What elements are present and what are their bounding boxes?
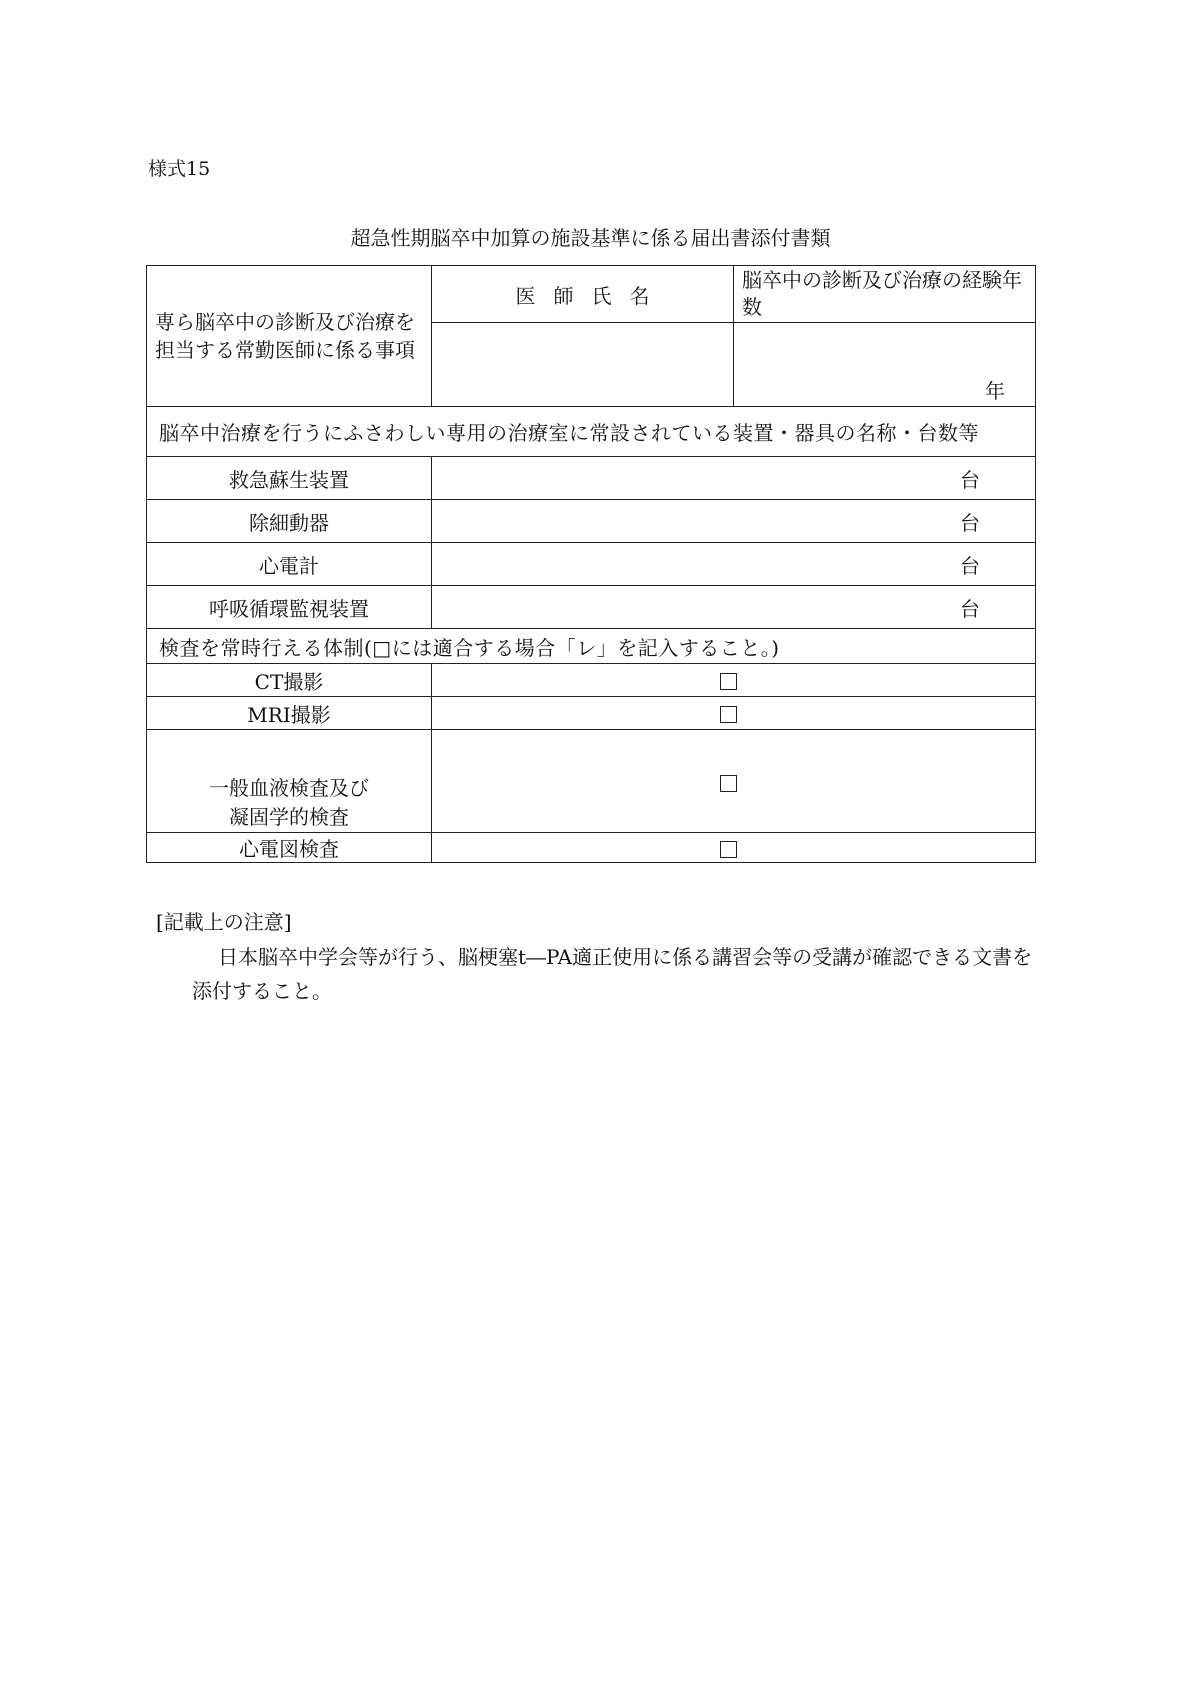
equipment-row bbox=[147, 586, 1036, 629]
application-form-table bbox=[146, 265, 1036, 863]
equipment-label: 救急蘇生装置 bbox=[147, 457, 432, 500]
exam-row bbox=[147, 730, 1036, 833]
exam-label-line: 一般血液検査及び bbox=[209, 776, 369, 800]
equipment-row bbox=[147, 457, 1036, 500]
document-title: 超急性期脳卒中加算の施設基準に係る届出書添付書類 bbox=[350, 226, 831, 250]
unit-label: 台 bbox=[960, 510, 980, 535]
exam-check-cell bbox=[432, 833, 1036, 863]
equipment-row bbox=[147, 543, 1036, 586]
exam-label bbox=[147, 730, 432, 833]
exam-check-cell bbox=[432, 697, 1036, 730]
equipment-count-field[interactable] bbox=[432, 543, 1036, 586]
equipment-label: 除細動器 bbox=[147, 500, 432, 543]
exam-label: MRI撮影 bbox=[147, 697, 432, 730]
form-number: 様式15 bbox=[148, 158, 211, 180]
notes-heading: [記載上の注意] bbox=[156, 910, 292, 934]
exam-label: 心電図検査 bbox=[147, 833, 432, 863]
equipment-count-field[interactable] bbox=[432, 586, 1036, 629]
exam-label: CT撮影 bbox=[147, 664, 432, 697]
doctor-section-label: 専ら脳卒中の診断及び治療を担当する常勤医師に係る事項 bbox=[147, 266, 432, 407]
exam-check-cell bbox=[432, 664, 1036, 697]
exam-label-line: 凝固学的検査 bbox=[229, 805, 349, 829]
exam-heading: 検査を常時行える体制(□には適合する場合「レ」を記入すること。) bbox=[147, 629, 1036, 664]
exam-row bbox=[147, 833, 1036, 863]
unit-label: 台 bbox=[960, 553, 980, 578]
experience-years-field[interactable] bbox=[734, 323, 1036, 407]
doctor-header-row bbox=[147, 266, 1036, 323]
doctor-name-field[interactable] bbox=[432, 323, 734, 407]
blood-test-checkbox[interactable] bbox=[720, 775, 737, 792]
equipment-heading-row bbox=[147, 407, 1036, 457]
exam-row bbox=[147, 664, 1036, 697]
ecg-checkbox[interactable] bbox=[720, 841, 737, 858]
exam-heading-row bbox=[147, 629, 1036, 664]
exam-row bbox=[147, 697, 1036, 730]
equipment-count-field[interactable] bbox=[432, 457, 1036, 500]
mri-checkbox[interactable] bbox=[720, 706, 737, 723]
ct-checkbox[interactable] bbox=[720, 673, 737, 690]
experience-years-header: 脳卒中の診断及び治療の経験年数 bbox=[734, 266, 1036, 323]
years-unit: 年 bbox=[985, 379, 1005, 403]
equipment-label: 心電計 bbox=[147, 543, 432, 586]
doctor-name-header: 医師氏名 bbox=[432, 266, 734, 323]
equipment-label: 呼吸循環監視装置 bbox=[147, 586, 432, 629]
exam-check-cell bbox=[432, 730, 1036, 833]
unit-label: 台 bbox=[960, 467, 980, 492]
equipment-heading: 脳卒中治療を行うにふさわしい専用の治療室に常設されている装置・器具の名称・台数等 bbox=[147, 407, 1036, 457]
unit-label: 台 bbox=[960, 596, 980, 621]
notes-body: 日本脳卒中学会等が行う、脳梗塞t―PA適正使用に係る講習会等の受講が確認できる文書を添付すること。 bbox=[192, 945, 1033, 1003]
equipment-count-field[interactable] bbox=[432, 500, 1036, 543]
equipment-row bbox=[147, 500, 1036, 543]
